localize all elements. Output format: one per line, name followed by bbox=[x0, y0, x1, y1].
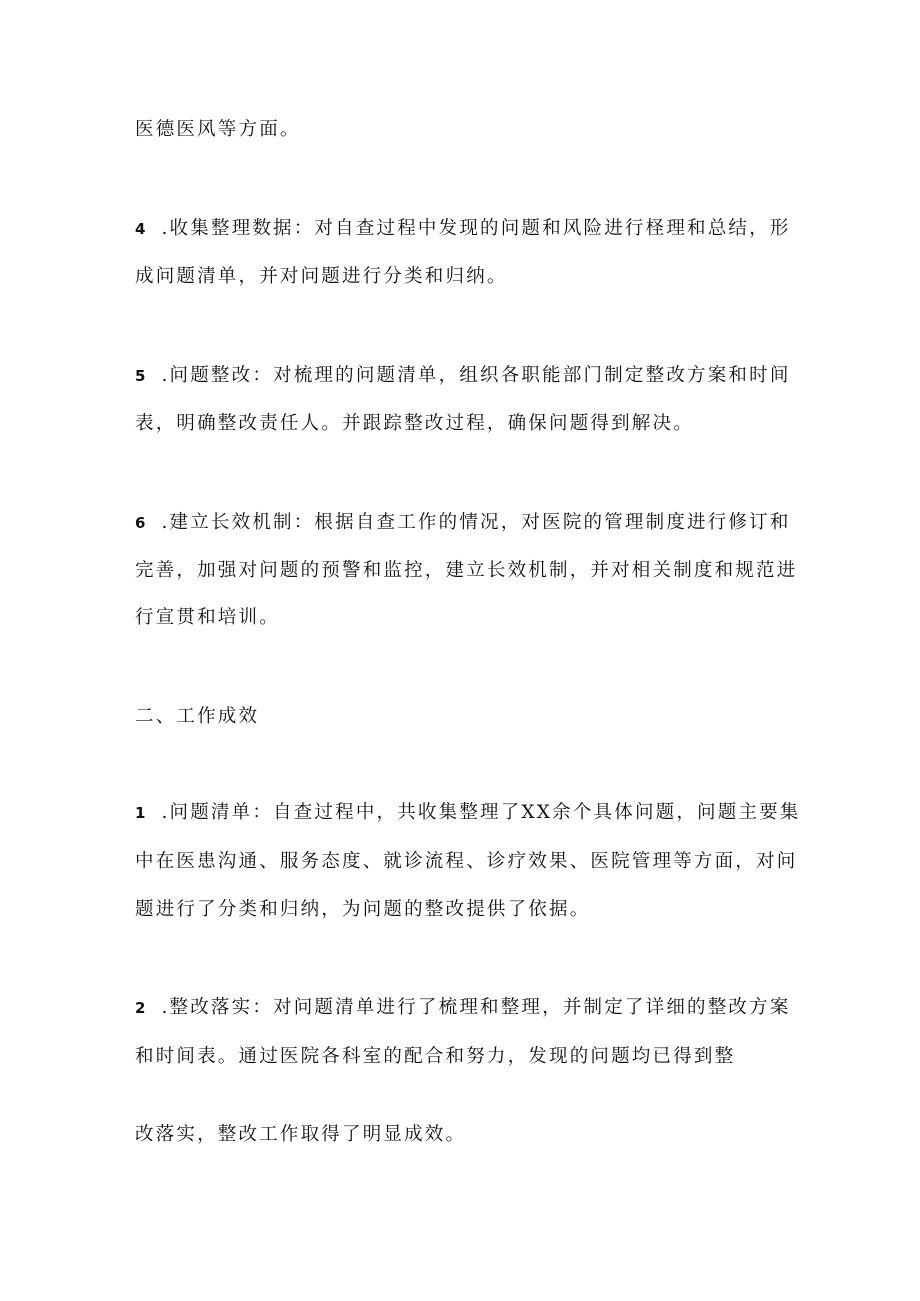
item-number: 5 bbox=[135, 367, 146, 385]
line-text: 表，明确整改责任人。并跟踪整改过程，确保问题得到解决。 bbox=[135, 413, 694, 434]
paragraph-line bbox=[135, 850, 798, 874]
paragraph-line bbox=[135, 1123, 795, 1147]
item-number: 4 bbox=[135, 220, 146, 238]
paragraph-line bbox=[135, 996, 795, 1020]
paragraph-line bbox=[135, 217, 795, 241]
line-text: 题进行了分类和归纳，为问题的整改提供了依据。 bbox=[135, 899, 591, 920]
paragraph-line bbox=[135, 511, 795, 535]
line-text: 成问题清单，并对问题进行分类和归纳。 bbox=[135, 266, 508, 287]
paragraph-line bbox=[135, 1045, 795, 1069]
paragraph-line bbox=[135, 801, 801, 825]
line-text: 改落实，整改工作取得了明显成效。 bbox=[135, 1124, 467, 1145]
paragraph-line bbox=[135, 412, 795, 436]
line-text: .整改落实：对问题清单进行了梳理和整理，并制定了详细的整改方案 bbox=[161, 997, 791, 1018]
section-heading-text: 二、工作成效 bbox=[135, 706, 260, 727]
line-text: .建立长效机制：根据自查工作的情况，对医院的管理制度进行修订和 bbox=[161, 512, 791, 533]
item-number: 6 bbox=[135, 514, 146, 532]
item-number: 1 bbox=[135, 804, 146, 822]
paragraph-line bbox=[135, 559, 798, 583]
line-text: 行宣贯和培训。 bbox=[135, 607, 280, 628]
line-text: 完善，加强对问题的预警和监控，建立长效机制，并对相关制度和规范进 bbox=[135, 560, 798, 581]
line-text: 中在医患沟通、服务态度、就诊流程、诊疗效果、医院管理等方面，对问 bbox=[135, 851, 798, 872]
paragraph-line bbox=[135, 364, 795, 388]
line-text: 医德医风等方面。 bbox=[135, 119, 301, 140]
item-number: 2 bbox=[135, 999, 146, 1017]
paragraph-line bbox=[135, 265, 795, 289]
line-text: 和时间表。通过医院各科室的配合和努力，发现的问题均已得到整 bbox=[135, 1046, 736, 1067]
paragraph-line bbox=[135, 118, 795, 142]
section-heading bbox=[135, 705, 795, 729]
paragraph-line bbox=[135, 898, 795, 922]
line-text: .收集整理数据：对自查过程中发现的问题和风险进行柽理和总结，形 bbox=[161, 218, 791, 239]
line-text: .问题清单：自查过程中，共收集整理了XX余个具体问题，问题主要集 bbox=[161, 802, 801, 823]
paragraph-line bbox=[135, 606, 795, 630]
line-text: .问题整改：对梳理的问题清单，组织各职能部门制定整改方案和时间 bbox=[161, 365, 791, 386]
